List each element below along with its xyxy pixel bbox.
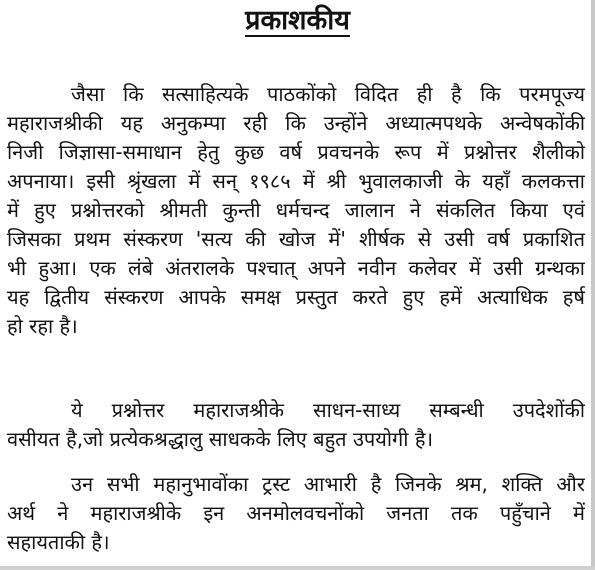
paragraph-intro (7, 80, 585, 341)
paragraph-line: यह द्वितीय संस्करण आपके समक्ष प्रस्तुत करते हुए हमें अत्याधिक हर्ष (7, 285, 585, 309)
paragraph-line: अपनाया। इसी श्रृंखला में सन् १९८५ में श्री भुवालकाजी के यहाँ कलकत्ता (7, 169, 585, 193)
paragraph-line: हो रहा है। (7, 314, 78, 338)
page-edge-right (591, 0, 595, 570)
paragraph-gratitude (7, 470, 585, 557)
paragraph-line: में हुए प्रश्नोत्तरको श्रीमती कुन्ती धर्मचन्द जालान ने संकलित किया एवं (7, 198, 585, 222)
paragraph-line: जैसा कि सत्साहित्यके पाठकोंको विदित ही है कि परमपूज्य (71, 82, 585, 106)
paragraph-bequest (7, 396, 585, 454)
paragraph-line: वसीयत है,जो प्रत्येकश्रद्धालु साधकके लिए बहुत उपयोगी है। (7, 427, 434, 451)
paragraph-line: उन सभी महानुभावोंका ट्रस्ट आभारी है जिनके श्रम, शक्ति और (71, 472, 585, 496)
page-title (0, 4, 595, 38)
paragraph-line: निजी जिज्ञासा-समाधान हेतु कुछ वर्ष प्रवचनके रूप में प्रश्नोत्तर शैलीको (7, 140, 585, 164)
paragraph-line: महाराजश्रीकी यह अनुकम्पा रही कि उन्होंने अध्यात्मपथके अन्वेषकोंकी (7, 111, 585, 135)
paragraph-line: अर्थ ने महाराजश्रीके इन अनमोलवचनोंको जनता तक पहुँचाने में (7, 501, 585, 525)
paragraph-line: जिसका प्रथम संस्करण 'सत्य की खोज में' शीर्षक से उसी वर्ष प्रकाशित (7, 227, 585, 251)
paragraph-line: सहायताकी है। (7, 530, 110, 554)
page-edge-bottom (0, 566, 595, 570)
page-title-text: प्रकाशकीय (245, 5, 350, 36)
paragraph-line: ये प्रश्नोत्तर महाराजश्रीके साधन-साध्य सम्बन्धी उपदेशोंकी (71, 398, 585, 422)
paragraph-line: भी हुआ। एक लंबे अंतरालके पश्चात् अपने नवीन कलेवर में उसी ग्रन्थका (7, 256, 585, 280)
